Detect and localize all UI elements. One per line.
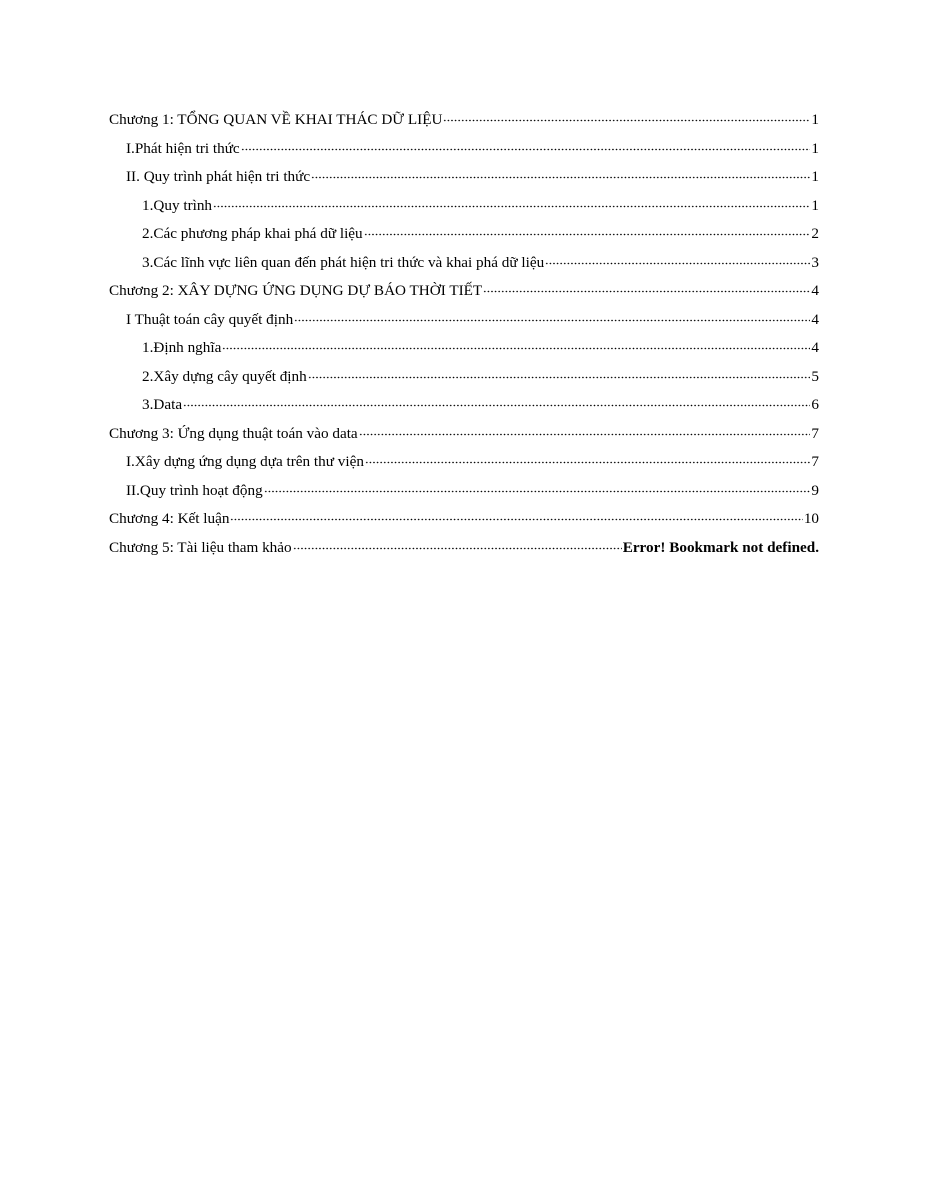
- toc-dot-leader: [222, 334, 810, 352]
- toc-entry-page: 5: [811, 367, 819, 385]
- toc-entry[interactable]: [109, 106, 819, 135]
- toc-entry[interactable]: [109, 448, 819, 477]
- toc-entry-title: 3.Data: [142, 396, 183, 414]
- toc-entry-title: I.Xây dựng ứng dụng dựa trên thư viện: [126, 453, 364, 471]
- toc-entry[interactable]: [109, 192, 819, 221]
- toc-dot-leader: [230, 505, 802, 523]
- toc-entry-title: 1.Quy trình: [142, 196, 213, 214]
- toc-entry[interactable]: [109, 534, 819, 563]
- toc-entry-title: 1.Định nghĩa: [142, 339, 222, 357]
- toc-entry[interactable]: [109, 391, 819, 420]
- toc-dot-leader: [293, 534, 622, 552]
- toc-entry-page: 2: [811, 225, 819, 243]
- toc-entry-title: Chương 1: TỔNG QUAN VỀ KHAI THÁC DỮ LIỆU: [109, 111, 443, 129]
- toc-entry-title: Chương 4: Kết luận: [109, 510, 230, 528]
- toc-dot-leader: [483, 277, 810, 295]
- toc-entry-page: 4: [811, 310, 819, 328]
- toc-entry-page: 6: [811, 396, 819, 414]
- toc-entry-title: 2.Xây dựng cây quyết định: [142, 367, 307, 385]
- toc-entry-page-error: Error! Bookmark not defined.: [622, 538, 819, 556]
- toc-dot-leader: [365, 448, 810, 466]
- toc-entry[interactable]: [109, 220, 819, 249]
- toc-entry-page: 1: [811, 168, 819, 186]
- toc-dot-leader: [311, 163, 810, 181]
- toc-dot-leader: [359, 420, 811, 438]
- toc-entry-page: 7: [811, 424, 819, 442]
- toc-dot-leader: [294, 306, 810, 324]
- toc-entry-title: Chương 2: XÂY DỰNG ỨNG DỤNG DỰ BÁO THỜI TIẾT: [109, 282, 483, 300]
- toc-entry-page: 3: [811, 253, 819, 271]
- toc-entry-title: 2.Các phương pháp khai phá dữ liệu: [142, 225, 363, 243]
- toc-entry-title: Chương 3: Ứng dụng thuật toán vào data: [109, 424, 358, 442]
- toc-entry-page: 1: [811, 139, 819, 157]
- toc-entry-page: 1: [811, 111, 819, 129]
- toc-entry-title: I Thuật toán cây quyết định: [126, 310, 294, 328]
- table-of-contents: [109, 106, 819, 562]
- toc-entry-page: 4: [811, 282, 819, 300]
- toc-entry-title: II. Quy trình phát hiện tri thức: [126, 168, 311, 186]
- toc-entry-title: 3.Các lĩnh vực liên quan đến phát hiện tri thức và khai phá dữ liệu: [142, 253, 545, 271]
- toc-entry-title: Chương 5: Tài liệu tham khảo: [109, 538, 292, 556]
- toc-dot-leader: [183, 391, 810, 409]
- toc-entry[interactable]: [109, 363, 819, 392]
- toc-entry[interactable]: [109, 334, 819, 363]
- toc-entry[interactable]: [109, 420, 819, 449]
- toc-entry-page: 7: [811, 453, 819, 471]
- toc-entry-page: 4: [811, 339, 819, 357]
- toc-entry[interactable]: [109, 505, 819, 534]
- toc-entry[interactable]: [109, 477, 819, 506]
- toc-entry[interactable]: [109, 249, 819, 278]
- toc-entry-title: I.Phát hiện tri thức: [126, 139, 240, 157]
- toc-entry[interactable]: [109, 163, 819, 192]
- toc-entry-page: 1: [811, 196, 819, 214]
- toc-entry-page: 10: [803, 510, 819, 528]
- toc-dot-leader: [308, 363, 811, 381]
- toc-entry[interactable]: [109, 306, 819, 335]
- toc-entry-page: 9: [811, 481, 819, 499]
- toc-dot-leader: [443, 106, 810, 124]
- toc-dot-leader: [213, 192, 810, 210]
- toc-dot-leader: [545, 249, 810, 267]
- toc-entry-title: II.Quy trình hoạt động: [126, 481, 263, 499]
- toc-dot-leader: [241, 135, 811, 153]
- toc-entry[interactable]: [109, 277, 819, 306]
- toc-dot-leader: [364, 220, 811, 238]
- toc-dot-leader: [264, 477, 811, 495]
- toc-entry[interactable]: [109, 135, 819, 164]
